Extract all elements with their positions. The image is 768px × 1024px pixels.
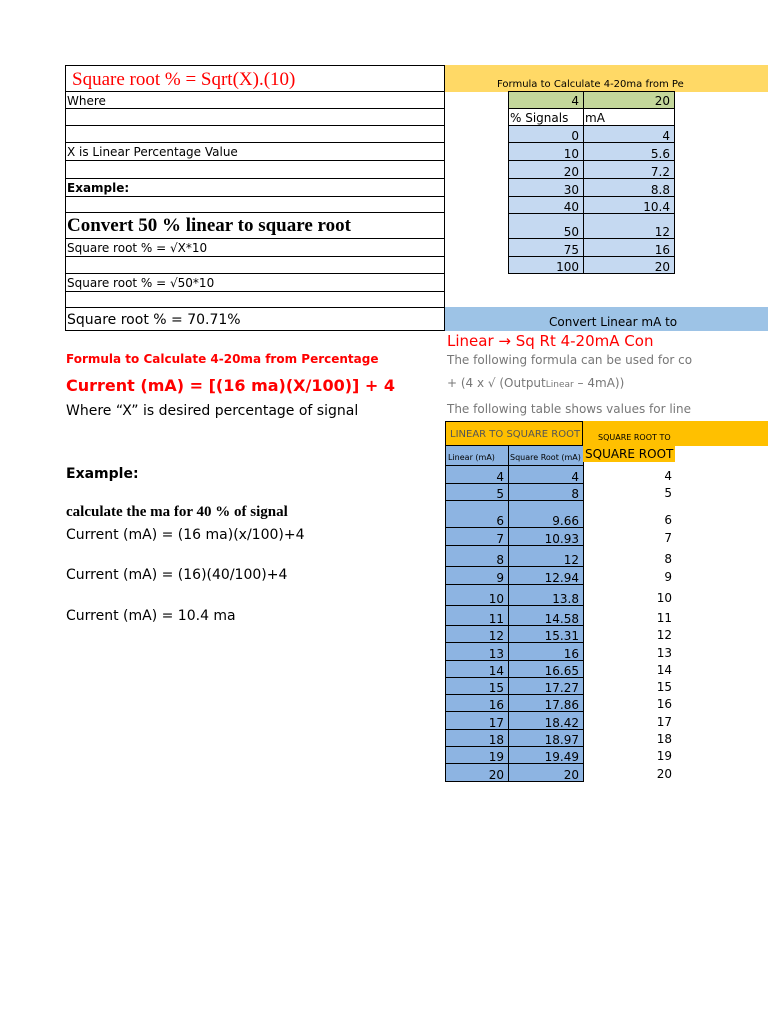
col-linear-header (445, 445, 509, 466)
formula2-label: Square root % = √50*10 (67, 276, 215, 290)
signal-pct-value: 0 (571, 129, 579, 143)
sqrt-ma-value: 15.31 (544, 629, 579, 643)
sqrt-ma-value: 13.8 (552, 592, 579, 606)
right-title: Linear → Sq Rt 4-20mA Con (447, 332, 654, 350)
formula-post: – 4mA)) (573, 376, 625, 390)
sqrt-ma-value: 14.58 (544, 612, 579, 626)
signal-ma-cell (583, 238, 675, 257)
green-left-cell (508, 91, 584, 109)
empty-cell-6 (65, 291, 445, 308)
empty-cell-5 (65, 256, 445, 274)
formula2-cell (65, 273, 445, 292)
linear-ma-value: 17 (488, 716, 504, 730)
signal-pct-value: 20 (563, 165, 579, 179)
signal-ma-value: 7.2 (650, 165, 670, 179)
result-cell (65, 307, 445, 331)
linear-ma-value: 5 (496, 487, 504, 501)
linear-ma-cell (445, 694, 509, 712)
sqrt-ma-value: 20 (563, 768, 579, 782)
formula-sub: Linear (545, 380, 574, 390)
linear-ma-cell (445, 677, 509, 695)
x-def-cell (65, 142, 445, 161)
sqrt-ma-cell (508, 677, 584, 695)
sqrt-ma-cell (508, 527, 584, 546)
sqrt-to-linear-value: 7 (664, 531, 672, 545)
current-formula: Current (mA) = [(16 ma)(X/100)] + 4 (66, 376, 396, 395)
signal-pct-value: 50 (563, 225, 579, 239)
signal-ma-value: 5.6 (650, 147, 670, 161)
table-banner-cell (445, 421, 583, 446)
signal-pct-cell (508, 196, 584, 214)
signal-pct-cell (508, 125, 584, 143)
signal-pct-value: 10 (563, 147, 579, 161)
linear-ma-value: 14 (488, 664, 504, 678)
signal-ma-cell (583, 160, 675, 179)
sqrt-ma-cell (508, 605, 584, 626)
signal-pct-cell (508, 213, 584, 239)
sqrt-ma-cell (508, 500, 584, 528)
x-def-label: X is Linear Percentage Value (67, 145, 238, 159)
signal-pct-cell (508, 256, 584, 274)
linear-ma-value: 8 (496, 553, 504, 567)
empty-cell-1 (65, 108, 445, 126)
signal-ma-cell (583, 256, 675, 274)
signal-ma-value: 12 (654, 225, 670, 239)
linear-ma-cell (445, 465, 509, 484)
linear-ma-cell (445, 711, 509, 730)
col-sqrt-header (508, 445, 584, 466)
sqrt-to-linear-value: 6 (664, 513, 672, 527)
sqrt-ma-value: 18.42 (544, 716, 579, 730)
sqrt-to-linear-value: 19 (656, 749, 672, 763)
linear-ma-cell (445, 500, 509, 528)
convert-header-text: Convert Linear mA to (549, 315, 678, 329)
signal-ma-value: 8.8 (650, 183, 670, 197)
sqrt-ma-value: 10.93 (544, 532, 579, 546)
empty-cell-4 (65, 196, 445, 213)
linear-ma-cell (445, 566, 509, 585)
linear-ma-cell (445, 729, 509, 747)
sqrt-ma-cell (508, 545, 584, 567)
convert-cell (65, 212, 445, 239)
linear-ma-cell (445, 763, 509, 782)
linear-ma-cell (445, 545, 509, 567)
banner2-cell (583, 421, 768, 446)
sqrt-to-linear-value: 13 (656, 646, 672, 660)
empty-cell-2 (65, 125, 445, 143)
empty-cell-3 (65, 160, 445, 179)
signal-pct-value: 30 (563, 183, 579, 197)
sqrt-to-linear-value: 15 (656, 680, 672, 694)
linear-ma-value: 10 (488, 592, 504, 606)
sqrt-ma-value: 18.97 (544, 733, 579, 747)
right-header-cell (445, 65, 768, 92)
sqrt-ma-cell (508, 625, 584, 643)
sqrt-ma-value: 12.94 (544, 571, 579, 585)
sqrt-to-linear-value: 9 (664, 570, 672, 584)
sqrt-to-linear-value: 16 (656, 697, 672, 711)
where-label: Where (67, 94, 106, 108)
sqrt-to-linear-value: 5 (664, 486, 672, 500)
linear-ma-value: 16 (488, 698, 504, 712)
sqrt-ma-cell (508, 642, 584, 661)
linear-ma-cell (445, 625, 509, 643)
signal-ma-cell (583, 196, 675, 214)
right-header-text: Formula to Calculate 4-20ma from Pe (497, 79, 684, 90)
green-right-cell (583, 91, 675, 109)
sqrt-ma-cell (508, 763, 584, 782)
col-linear-label: Linear (mA) (448, 453, 495, 462)
heading-cell (65, 65, 445, 92)
sqrt-ma-value: 17.86 (544, 698, 579, 712)
sqrt-ma-cell (508, 660, 584, 678)
sqrt-ma-cell (508, 566, 584, 585)
signal-pct-value: 75 (563, 243, 579, 257)
linear-ma-cell (445, 642, 509, 661)
step3-text: Current (mA) = 10.4 ma (66, 608, 236, 624)
sqrt-ma-cell (508, 746, 584, 764)
sqrt-to-linear-value: 8 (664, 552, 672, 566)
linear-ma-value: 12 (488, 629, 504, 643)
linear-ma-value: 6 (496, 514, 504, 528)
linear-ma-value: 4 (496, 470, 504, 484)
sqrt-to-linear-value: 10 (656, 591, 672, 605)
linear-ma-cell (445, 660, 509, 678)
linear-ma-value: 15 (488, 681, 504, 695)
convert-header-cell (445, 307, 768, 331)
step2-text: Current (mA) = (16)(40/100)+4 (66, 567, 288, 583)
linear-ma-value: 13 (488, 647, 504, 661)
sqrt-ma-value: 17.27 (544, 681, 579, 695)
linear-ma-value: 20 (488, 768, 504, 782)
convert-label: Convert 50 % linear to square root (67, 215, 351, 236)
green-left-value: 4 (571, 94, 579, 108)
sqrt-ma-value: 8 (571, 487, 579, 501)
col-ma-label: mA (585, 111, 605, 125)
sqrt-ma-cell (508, 584, 584, 606)
step1-text: Current (mA) = (16 ma)(x/100)+4 (66, 527, 305, 543)
signal-ma-cell (583, 142, 675, 161)
heading-text: Square root % = Sqrt(X).(10) (72, 69, 296, 90)
linear-ma-cell (445, 605, 509, 626)
signal-pct-cell (508, 160, 584, 179)
example-label: Example: (67, 181, 130, 195)
linear-ma-value: 11 (488, 612, 504, 626)
sqrt-ma-value: 19.49 (544, 750, 579, 764)
sqrt-ma-cell (508, 694, 584, 712)
linear-ma-cell (445, 483, 509, 501)
sqrt-to-linear-value: 18 (656, 732, 672, 746)
sqrt-to-linear-value: 17 (656, 715, 672, 729)
linear-ma-value: 19 (488, 750, 504, 764)
linear-ma-cell (445, 527, 509, 546)
table-banner-text: LINEAR TO SQUARE ROOT (450, 429, 581, 440)
sqrt-ma-cell (508, 729, 584, 747)
signal-pct-cell (508, 178, 584, 197)
sqrt-to-linear-value: 20 (656, 767, 672, 781)
sqrt-ma-value: 12 (563, 553, 579, 567)
col-signals-header (508, 108, 584, 126)
right-desc2: The following table shows values for line (447, 402, 691, 416)
section2-title: Formula to Calculate 4-20ma from Percentage (66, 352, 379, 366)
sqrt-ma-value: 16 (563, 647, 579, 661)
col-sqrt-label: Square Root (mA) (510, 453, 581, 462)
linear-ma-cell (445, 746, 509, 764)
signal-ma-cell (583, 213, 675, 239)
example2-text: Example: (66, 466, 139, 482)
signal-ma-cell (583, 125, 675, 143)
sqrt-ma-value: 16.65 (544, 664, 579, 678)
formula1-label: Square root % = √X*10 (67, 241, 208, 255)
formula1-cell (65, 238, 445, 257)
sqrt-to-linear-value: 12 (656, 628, 672, 642)
signal-pct-value: 40 (563, 200, 579, 214)
col-ma-header (583, 108, 675, 126)
sqrt-ma-cell (508, 465, 584, 484)
signal-ma-value: 4 (662, 129, 670, 143)
banner2-top-text: SQUARE ROOT TO (598, 433, 671, 442)
linear-ma-value: 18 (488, 733, 504, 747)
signal-ma-value: 20 (654, 260, 670, 274)
right-formula (447, 376, 624, 390)
sqrt-to-linear-value: 14 (656, 663, 672, 677)
signal-pct-cell (508, 142, 584, 161)
linear-ma-cell (445, 584, 509, 606)
formula-pre: + (4 x √ (Output (447, 376, 546, 390)
signal-pct-cell (508, 238, 584, 257)
signal-ma-cell (583, 178, 675, 197)
sqrt-to-linear-value: 11 (656, 611, 672, 625)
sqrt-ma-value: 9.66 (552, 514, 579, 528)
signal-pct-value: 100 (556, 260, 579, 274)
calc-heading: calculate the ma for 40 % of signal (66, 504, 288, 520)
signal-ma-value: 10.4 (643, 200, 670, 214)
sqrt-ma-cell (508, 711, 584, 730)
sqrt-ma-value: 4 (571, 470, 579, 484)
banner2-bottom-cell (583, 445, 675, 462)
right-desc1: The following formula can be used for co (447, 353, 693, 367)
example-cell (65, 178, 445, 197)
col-signals-label: % Signals (510, 111, 569, 125)
where-cell (65, 91, 445, 109)
banner2-bottom-text: SQUARE ROOT (585, 447, 674, 461)
linear-ma-value: 9 (496, 571, 504, 585)
result-label: Square root % = 70.71% (67, 312, 241, 328)
linear-ma-value: 7 (496, 532, 504, 546)
sqrt-to-linear-value: 4 (664, 469, 672, 483)
green-right-value: 20 (654, 94, 670, 108)
signal-ma-value: 16 (654, 243, 670, 257)
where-x-text: Where “X” is desired percentage of signal (66, 403, 359, 419)
sqrt-ma-cell (508, 483, 584, 501)
